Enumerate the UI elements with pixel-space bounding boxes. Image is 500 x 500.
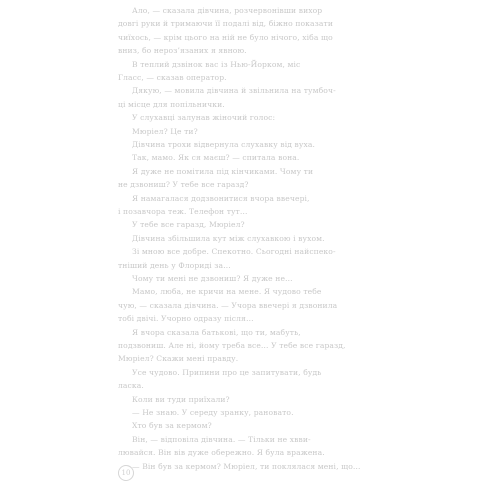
text-line: Дякую, — мовила дівчина й звільнила на тумбоч-: [132, 86, 336, 96]
text-line: тобі двічі. Учорно одразу після…: [118, 314, 254, 324]
text-line: — Він був за кермом? Мюріел, ти поклялася мені, що…: [132, 461, 361, 471]
text-line: Гласс, — сказав оператор.: [118, 73, 227, 82]
text-line: Зі мною все добре. Спекотно. Сьогодні найспеко-: [132, 247, 336, 257]
text-line: вниз, бо нероз’язаних я явною.: [118, 46, 247, 56]
text-line: Я намагалася додзвонитися вчора ввечері,: [132, 193, 310, 203]
text-line: ці місце для попільнички.: [118, 99, 225, 109]
text-line: Коли ви туди приїхали?: [132, 394, 230, 404]
text-line: Мюріел? Скажи мені правду.: [118, 354, 239, 364]
text-line: і позавчора теж. Телефон тут…: [118, 207, 248, 216]
text-line: У тебе все гаразд, Мюріел?: [132, 220, 245, 230]
text-line: чиїхось, — крім цього на ній не було нічого, хіба що: [118, 32, 333, 42]
text-line: лювайся. Він вів дуже обережно. Я була вражена.: [118, 448, 325, 458]
text-line: Я вчора сказала батькові, що ти, мабуть,: [132, 327, 301, 337]
text-line: Мамо, люба, не кричи на мене. Я чудово тебе: [132, 287, 322, 297]
text-line: Ало, — сказала дівчина, розчервонівши вихор: [132, 6, 323, 15]
text-line: тніший день у Флориді за…: [118, 260, 231, 270]
text-line: Я дуже не помітила під кінчиками. Чому ти: [132, 166, 314, 176]
text-line: подзвониш. Але ні, йому треба все… У тебе все гаразд,: [118, 341, 346, 350]
text-line: чую, — сказала дівчина. — Учора ввечері я дзвонила: [118, 300, 338, 310]
page-number: 10: [118, 465, 134, 481]
text-line: Так, мамо. Як ся маєш? — спитала вона.: [132, 153, 300, 163]
text-line: Дівчина трохи відвернула слухавку від вуха.: [132, 140, 315, 149]
text-line: Усе чудово. Припини про це запитувати, будь: [132, 367, 322, 377]
text-line: довгі руки й тримаючи її подалі від, біжно показати: [118, 19, 333, 29]
text-line: В теплий дзвінок вас із Нью-Йорком, міс: [132, 59, 301, 69]
text-line: Хто був за кермом?: [132, 421, 212, 431]
text-line: Дівчина збільшила кут між слухавкою і вухом.: [132, 233, 325, 243]
text-line: — Не знаю. У середу зранку, рановато.: [132, 408, 294, 417]
text-line: Мюріел? Це ти?: [132, 126, 198, 136]
text-line: не дзвониш? У тебе все гаразд?: [118, 180, 249, 190]
text-line: ласка.: [118, 381, 144, 391]
text-line: Чому ти мені не дзвониш? Я дуже не…: [132, 274, 293, 283]
text-line: У слухавці залунав жіночий голос:: [132, 113, 276, 123]
text-line: Він, — відповіла дівчина. — Тільки не хвви-: [132, 434, 311, 444]
